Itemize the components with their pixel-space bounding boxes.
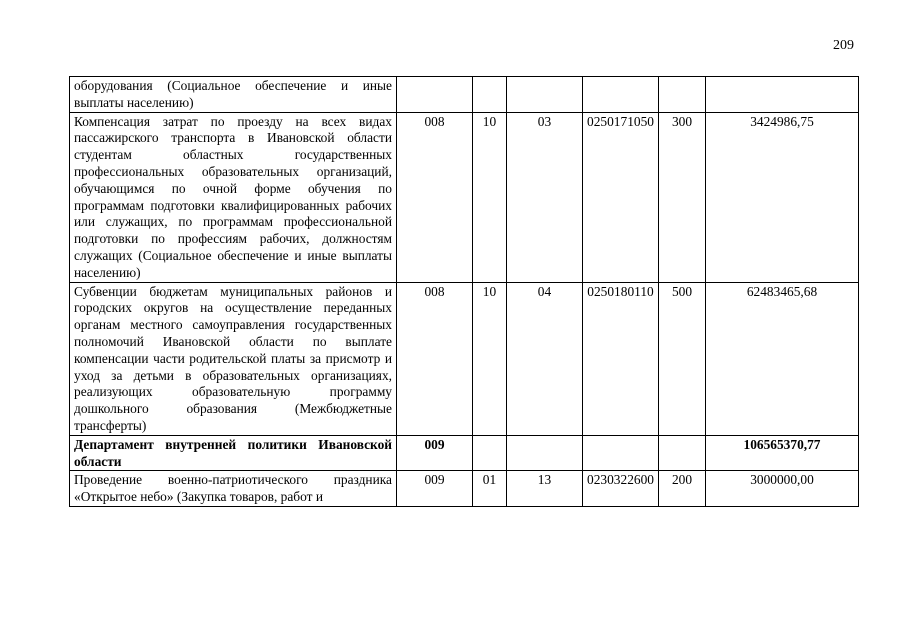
row-subsection-code: 13	[507, 471, 583, 507]
row-ministry-code: 009	[397, 435, 473, 471]
row-ministry-code	[397, 77, 473, 113]
row-type-code	[659, 435, 706, 471]
row-target-code: 0250180110	[583, 282, 659, 435]
row-target-code	[583, 435, 659, 471]
table-row	[70, 282, 859, 435]
row-ministry-code: 009	[397, 471, 473, 507]
row-ministry-code: 008	[397, 112, 473, 282]
row-section-code: 10	[473, 112, 507, 282]
table-row-department	[70, 435, 859, 471]
row-subsection-code	[507, 435, 583, 471]
budget-table	[69, 76, 859, 507]
table-row	[70, 77, 859, 113]
row-amount: 106565370,77	[706, 435, 859, 471]
row-description: Проведение военно-патриотического праздника «Открытое небо» (Закупка товаров, работ и	[70, 471, 397, 507]
row-subsection-code	[507, 77, 583, 113]
row-ministry-code: 008	[397, 282, 473, 435]
row-target-code: 0230322600	[583, 471, 659, 507]
row-description: Департамент внутренней политики Ивановской области	[70, 435, 397, 471]
row-section-code	[473, 435, 507, 471]
row-section-code: 01	[473, 471, 507, 507]
table-row	[70, 471, 859, 507]
row-type-code: 200	[659, 471, 706, 507]
row-amount: 3000000,00	[706, 471, 859, 507]
row-amount: 62483465,68	[706, 282, 859, 435]
page-number: 209	[833, 38, 854, 53]
row-type-code	[659, 77, 706, 113]
row-type-code: 300	[659, 112, 706, 282]
row-section-code: 10	[473, 282, 507, 435]
row-section-code	[473, 77, 507, 113]
row-target-code	[583, 77, 659, 113]
row-description: Субвенции бюджетам муниципальных районов и городских округов на осуществление переданных органам местного самоуправления государственных полномочий Ивановской области по выплате компенсации части родительской платы за присмотр и уход за детьми в образовательных организациях, реализующих образовательную программу дошкольного образования (Межбюджетные трансферты)	[70, 282, 397, 435]
row-subsection-code: 04	[507, 282, 583, 435]
row-target-code: 0250171050	[583, 112, 659, 282]
row-amount: 3424986,75	[706, 112, 859, 282]
table-row	[70, 112, 859, 282]
row-subsection-code: 03	[507, 112, 583, 282]
row-description: оборудования (Социальное обеспечение и иные выплаты населению)	[70, 77, 397, 113]
row-amount	[706, 77, 859, 113]
row-description: Компенсация затрат по проезду на всех видах пассажирского транспорта в Ивановской области студентам областных государственных профессиональных образовательных организаций, обучающимся по очной форме обучения по программам подготовки квалифицированных рабочих или служащих, по программам профессиональной подготовки по профессиям рабочих, должностям служащих (Социальное обеспечение и иные выплаты населению)	[70, 112, 397, 282]
row-type-code: 500	[659, 282, 706, 435]
